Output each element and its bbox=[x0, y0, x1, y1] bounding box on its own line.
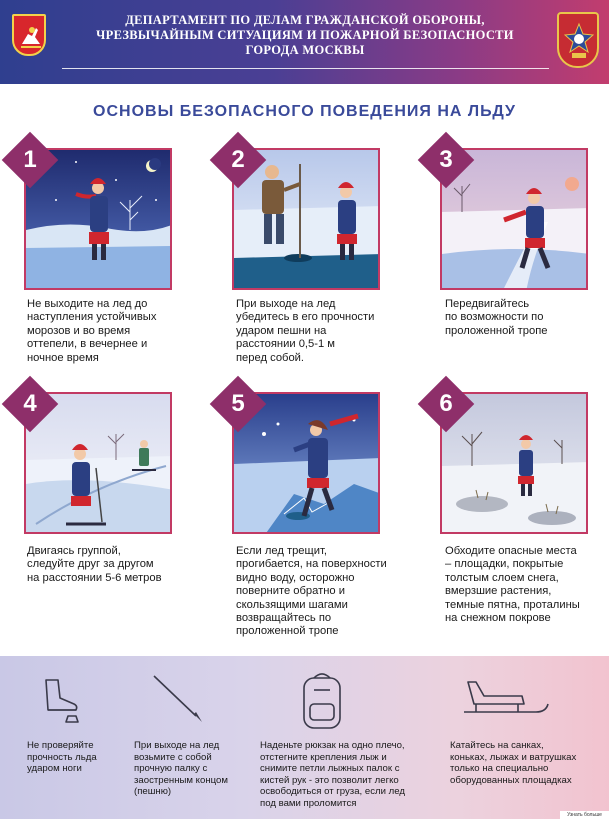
tip-line: коньках, лыжах и ватрушках bbox=[450, 751, 577, 763]
caption-line: возвращайтесь по bbox=[236, 612, 332, 625]
caption-line: Не выходите на лед до bbox=[27, 298, 148, 310]
step-number: 4 bbox=[23, 390, 37, 417]
tip-line: заостренным концом bbox=[134, 774, 228, 786]
rule-caption-5 bbox=[236, 545, 396, 639]
step-badge bbox=[218, 384, 258, 424]
caption-line: перед собой. bbox=[236, 351, 305, 364]
caption-line: – площадки, покрытые bbox=[445, 558, 564, 571]
step-badge bbox=[218, 140, 258, 180]
tip-line: При выходе на лед bbox=[134, 740, 220, 751]
department-title-line: ЧРЕЗВЫЧАЙНЫМ СИТУАЦИЯМ И ПОЖАРНОЙ БЕЗОПАСНОСТИ bbox=[96, 28, 514, 42]
rule-card-6 bbox=[424, 382, 592, 532]
tip-line: под вами проломится bbox=[260, 797, 357, 809]
rule-card-2 bbox=[216, 138, 384, 288]
sled-icon bbox=[462, 678, 552, 725]
tip-line: оборудованных площадках bbox=[450, 774, 572, 786]
tip-text-1 bbox=[27, 740, 97, 775]
boot-kick-icon bbox=[40, 676, 84, 731]
tip-text-4 bbox=[450, 740, 576, 786]
learn-more-link[interactable]: Узнать больше bbox=[560, 811, 609, 819]
rule-card-3 bbox=[424, 138, 592, 288]
tip-line: прочную палку с bbox=[134, 763, 208, 775]
caption-line: При выходе на лед bbox=[236, 298, 336, 310]
page-title: ОСНОВЫ БЕЗОПАСНОГО ПОВЕДЕНИЯ НА ЛЬДУ bbox=[93, 103, 516, 120]
caption-line: наступления устойчивых bbox=[27, 311, 157, 324]
caption-line: на расстоянии 5-6 метров bbox=[27, 571, 162, 584]
tip-line: Наденьте рюкзак на одно плечо, bbox=[260, 740, 405, 751]
backpack-icon bbox=[300, 670, 344, 737]
moscow-coat-of-arms-icon bbox=[12, 14, 46, 56]
step-number: 6 bbox=[439, 390, 453, 417]
department-title-line: ГОРОДА МОСКВЫ bbox=[245, 43, 365, 57]
tip-line: прочность льда bbox=[27, 751, 97, 763]
caption-line: по возможности по bbox=[445, 311, 544, 324]
step-badge bbox=[426, 384, 466, 424]
rule-caption-1 bbox=[27, 298, 187, 365]
step-badge bbox=[10, 140, 50, 180]
caption-line: расстоянии 0,5-1 м bbox=[236, 338, 335, 351]
rule-caption-6 bbox=[445, 545, 605, 625]
tip-text-3 bbox=[260, 740, 405, 810]
caption-line: проложенной тропе bbox=[445, 324, 548, 337]
tip-line: отстегните крепления лыж и bbox=[260, 751, 387, 763]
tip-line: ударом ноги bbox=[27, 763, 82, 775]
rule-card-1 bbox=[8, 138, 176, 288]
step-badge bbox=[426, 140, 466, 180]
header-banner bbox=[0, 0, 609, 84]
caption-line: проложенной тропе bbox=[236, 625, 339, 638]
ice-pick-icon bbox=[150, 672, 204, 729]
department-emblem-icon bbox=[557, 12, 599, 68]
caption-line: следуйте друг за другом bbox=[27, 558, 154, 571]
caption-line: ударом пешни на bbox=[236, 324, 327, 337]
caption-line: убедитесь в его прочности bbox=[236, 311, 375, 324]
caption-line: скользящими шагами bbox=[236, 598, 348, 611]
tip-line: снимите петли лыжных палок с bbox=[260, 763, 400, 775]
caption-line: оттепели, в вечернее и bbox=[27, 338, 148, 351]
caption-line: Обходите опасные места bbox=[445, 545, 577, 557]
step-number: 5 bbox=[231, 390, 245, 417]
tip-text-2 bbox=[134, 740, 228, 798]
step-badge bbox=[10, 384, 50, 424]
rule-caption-2 bbox=[236, 298, 396, 365]
step-number: 2 bbox=[231, 146, 245, 173]
caption-line: на снежном покрове bbox=[445, 612, 551, 625]
tip-line: освободиться от груза, если лед bbox=[260, 786, 405, 798]
rule-caption-4 bbox=[27, 545, 187, 585]
caption-line: Передвигайтесь bbox=[445, 298, 530, 310]
caption-line: Двигаясь группой, bbox=[27, 545, 121, 557]
caption-line: прогибается, на поверхности bbox=[236, 558, 387, 571]
department-title-line: ДЕПАРТАМЕНТ ПО ДЕЛАМ ГРАЖДАНСКОЙ ОБОРОНЫ, bbox=[125, 13, 485, 27]
rule-caption-3 bbox=[445, 298, 605, 338]
caption-line: видно воду, осторожно bbox=[236, 571, 355, 584]
caption-line: темные пятна, проталины bbox=[445, 598, 580, 611]
header-divider bbox=[62, 68, 549, 69]
caption-line: толстым слоем снега, bbox=[445, 571, 559, 584]
tip-line: только на специально bbox=[450, 763, 549, 775]
rule-card-5 bbox=[216, 382, 384, 532]
tip-line: возьмите с собой bbox=[134, 751, 212, 763]
step-number: 3 bbox=[439, 146, 453, 173]
tip-line: Катайтесь на санках, bbox=[450, 740, 544, 751]
rule-card-4 bbox=[8, 382, 176, 532]
tip-line: Не проверяйте bbox=[27, 740, 94, 751]
caption-line: поверните обратно и bbox=[236, 585, 346, 598]
caption-line: ночное время bbox=[27, 351, 99, 364]
caption-line: вмерзшие растения, bbox=[445, 585, 552, 598]
caption-line: Если лед трещит, bbox=[236, 545, 327, 557]
tip-line: (пешню) bbox=[134, 786, 172, 798]
caption-line: морозов и во время bbox=[27, 324, 131, 337]
department-title bbox=[70, 13, 540, 58]
step-number: 1 bbox=[23, 146, 37, 173]
tip-line: кистей рук - это позволит легко bbox=[260, 774, 399, 786]
